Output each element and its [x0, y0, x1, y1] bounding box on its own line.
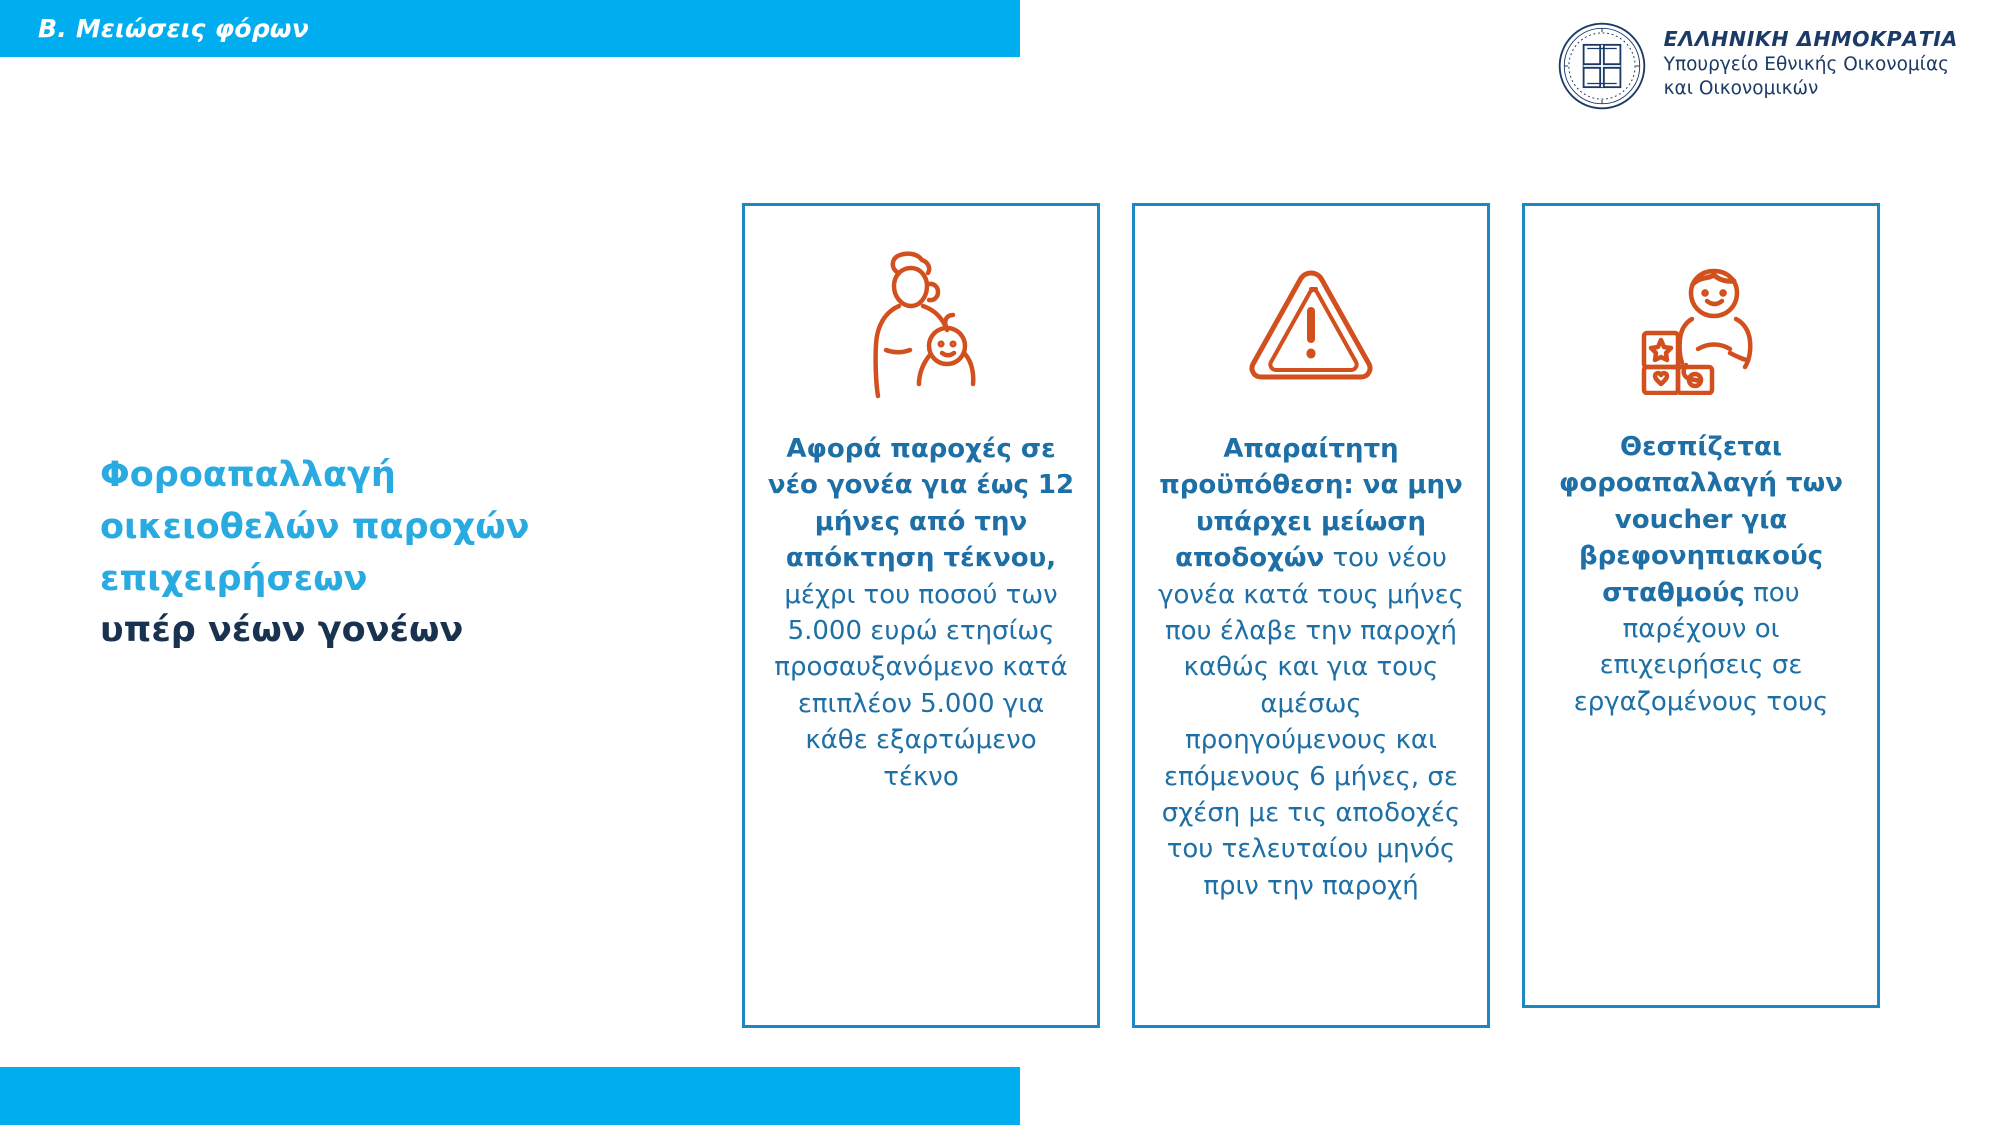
info-card — [742, 203, 1100, 1028]
child-playing-blocks-icon — [1626, 232, 1776, 417]
card-body-text — [767, 431, 1075, 795]
info-card — [1132, 203, 1490, 1028]
parent-with-baby-icon — [851, 232, 991, 417]
card-body-text — [1157, 431, 1465, 904]
ministry-name-line1: ΕΛΛΗΝΙΚΗ ΔΗΜΟΚΡΑΤΙΑ — [1663, 27, 1958, 51]
ministry-logo — [1556, 20, 1958, 112]
card-rest-text: που παρέχουν οι επιχειρήσεις σε εργαζομένους τους — [1573, 577, 1829, 717]
footer-accent-bar — [0, 1067, 1020, 1125]
section-title: Β. Μειώσεις φόρων — [38, 14, 309, 43]
card-rest-text: μέχρι του ποσού των 5.000 ευρώ ετησίως προσαυξανόμενο κατά επιπλέον 5.000 για κάθε εξαρτώμενο τέκνο — [774, 579, 1068, 792]
page-title-line4: υπέρ νέων γονέων — [100, 610, 464, 651]
card-bold-text: Αφορά παροχές σε νέο γονέα για έως 12 μήνες από την απόκτηση τέκνου, — [767, 434, 1075, 574]
ministry-logo-text — [1664, 20, 1958, 102]
page-title-line1: Φοροαπαλλαγή — [100, 455, 396, 495]
warning-triangle-icon — [1236, 232, 1386, 417]
greek-republic-emblem-icon — [1556, 20, 1648, 112]
page-title-line3: επιχειρήσεων — [100, 558, 368, 599]
info-card-group — [742, 203, 1880, 1028]
card-rest-text: του νέου γονέα κατά τους μήνες που έλαβε την παροχή καθώς και για τους αμέσως προηγούμενους και επόμενους 6 μήνες, σε σχέση με τις αποδοχές του τελευταίου μηνός πριν την παροχή — [1158, 543, 1464, 901]
page-title — [100, 450, 700, 657]
section-header-bar — [0, 0, 1020, 57]
ministry-name-line2: Υπουργείο Εθνικής Οικονομίας — [1663, 54, 1949, 76]
ministry-name-line3: και Οικονομικών — [1663, 78, 1819, 100]
info-card — [1522, 203, 1880, 1008]
page-title-line2: οικειοθελών παροχών — [100, 506, 530, 547]
card-bold-text: Θεσπίζεται φοροαπαλλαγή των voucher για βρεφονηπιακούς σταθμούς — [1559, 432, 1843, 608]
card-body-text — [1547, 429, 1855, 720]
card-bold-text: Απαραίτητη προϋπόθεση: να μην υπάρχει μείωση αποδοχών — [1159, 434, 1463, 574]
